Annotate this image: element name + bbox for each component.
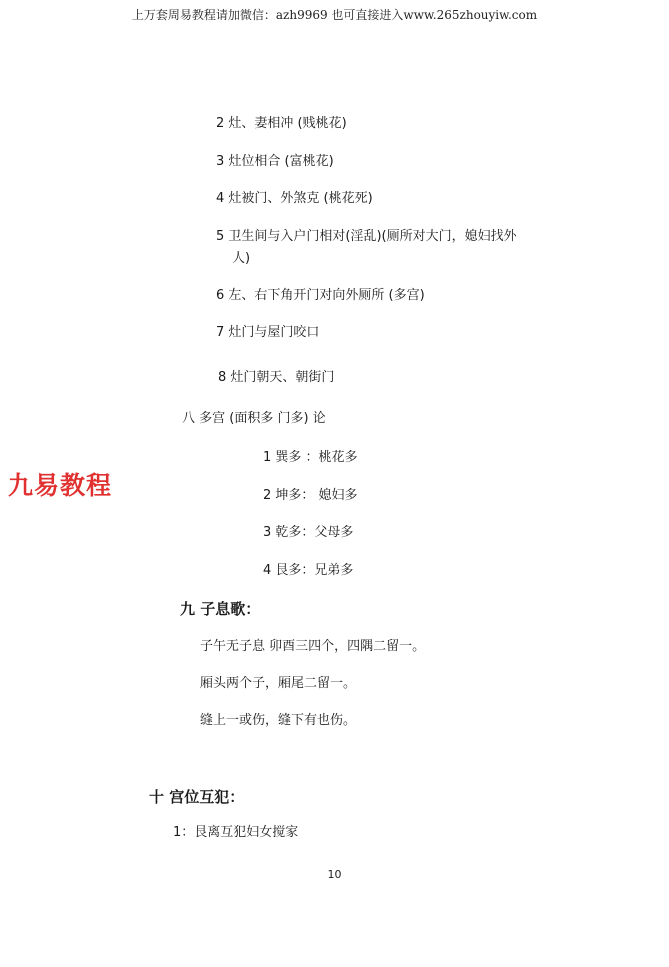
section10-line-1: 1：艮离互犯妇女搅家 xyxy=(173,825,299,840)
section7-item-4: 4 灶被门、外煞克 (桃花死) xyxy=(216,191,373,206)
watermark-logo: 九易教程 xyxy=(8,471,113,500)
section7-item-5: 5 卫生间与入户门相对(淫乱)(厕所对大门，媳妇找外 xyxy=(216,229,517,244)
section8-item-2: 2 坤多： 媳妇多 xyxy=(263,488,358,503)
section7-item-5-continued: 人) xyxy=(232,251,251,266)
section9-line-3: 缝上一或伤，缝下有也伤。 xyxy=(200,713,357,728)
section9-line-1: 子午无子息 卯酉三四个，四隅二留一。 xyxy=(200,639,426,654)
page-header-banner: 上万套周易教程请加微信：azh9969 也可直接进入www.265zhouyiw.com xyxy=(131,8,538,22)
section8-item-1: 1 巽多 ：桃花多 xyxy=(263,450,358,465)
section8-item-4: 4 艮多：兄弟多 xyxy=(263,563,354,578)
section9-line-2: 厢头两个子，厢尾二留一。 xyxy=(200,676,357,691)
section10-title: 十 宫位互犯： xyxy=(149,788,245,806)
section7-item-8: 8 灶门朝天、朝街门 xyxy=(218,370,335,385)
section7-item-7: 7 灶门与屋门咬口 xyxy=(216,325,320,340)
section7-item-3: 3 灶位相合 (富桃花) xyxy=(216,154,334,169)
section7-item-6: 6 左、右下角开门对向外厕所 (多宫) xyxy=(216,288,425,303)
section9-title: 九 子息歌： xyxy=(180,600,261,618)
section8-item-3: 3 乾多：父母多 xyxy=(263,525,354,540)
section7-item-2: 2 灶、妻相冲 (贱桃花) xyxy=(216,116,347,131)
section8-title: 八 多宫 (面积多 门多) 论 xyxy=(182,411,326,426)
page-number: 10 xyxy=(327,868,342,881)
